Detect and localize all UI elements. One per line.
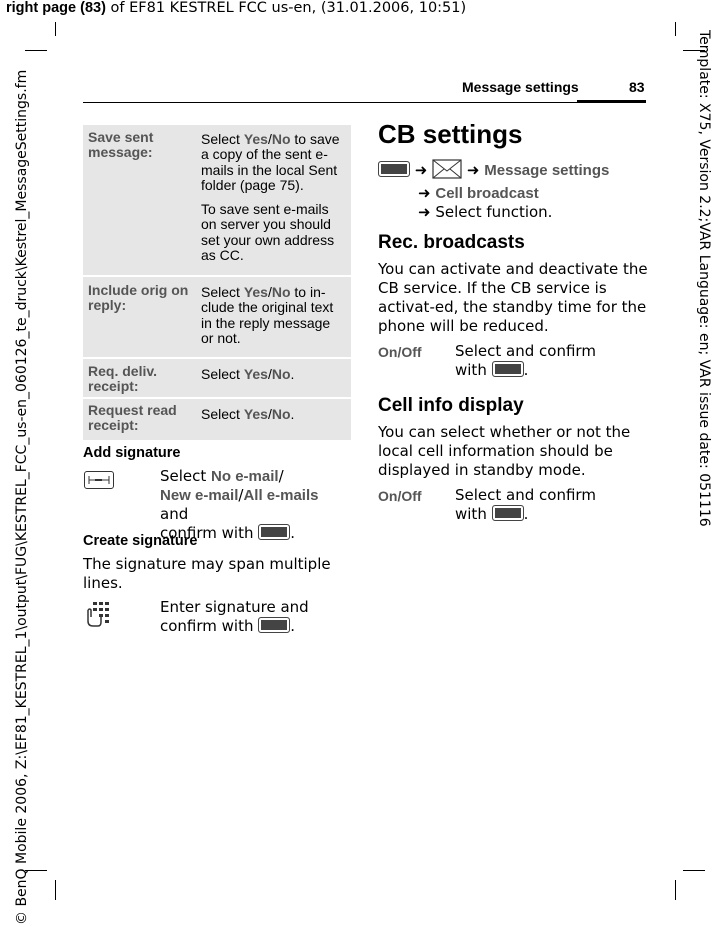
nav-key-icon <box>84 471 114 489</box>
table-row <box>83 399 351 440</box>
print-header-bold: right page (83) <box>6 0 106 16</box>
text: with <box>455 361 487 379</box>
add-signature-instruction <box>160 467 350 543</box>
print-header-rest: of EF81 KESTREL FCC us-en, (31.01.2006, 10:51) <box>105 0 467 16</box>
text: Select <box>201 284 244 300</box>
rec-instruction <box>455 342 645 380</box>
crop-mark <box>675 22 676 36</box>
rec-on-off-label <box>378 344 422 360</box>
option-no: No <box>271 366 291 382</box>
option-no: No <box>271 284 291 300</box>
text: . <box>290 366 295 382</box>
page-number-rule <box>577 100 646 102</box>
create-signature-text: The signature may span multiple lines. <box>83 555 331 592</box>
text: and <box>160 505 189 523</box>
side-copyright-text: © BenQ Mobile 2006, Z:\EF81_KESTREL_1\output\FUG\KESTREL_FCC_us-en_060126_te_druck\Kestrel_MessageSettings.fm <box>14 69 30 925</box>
table-row <box>83 277 351 357</box>
row-value <box>201 132 346 263</box>
side-template-text: Template: X75, Version 2.2;VAR Language: en; VAR issue date: 051116 <box>696 30 712 527</box>
text: confirm with <box>160 524 254 542</box>
menu-message-settings: Message settings <box>484 162 610 179</box>
row-label: Include orig on reply: <box>88 282 189 313</box>
text: Select <box>201 131 244 147</box>
option-off: Off <box>401 344 422 360</box>
cb-settings-heading: CB settings <box>378 119 523 149</box>
separator: / <box>267 366 272 382</box>
create-signature-instruction <box>160 598 350 636</box>
row-value <box>201 407 346 422</box>
crop-mark <box>55 22 56 36</box>
row-note: To save sent e-mails on server you should set your own address as CC. <box>201 201 335 264</box>
softkey-icon <box>378 161 410 177</box>
text: Select and confirm <box>455 342 596 360</box>
menu-cell-broadcast: Cell broadcast <box>435 185 539 202</box>
header-rule <box>83 102 646 103</box>
separator: / <box>238 486 244 504</box>
option-off: Off <box>401 488 422 504</box>
separator: / <box>397 344 402 360</box>
crop-mark <box>25 50 47 51</box>
table-row <box>83 359 351 397</box>
option-no: No <box>271 131 291 147</box>
text: Select <box>201 406 244 422</box>
add-signature-heading: Add signature <box>83 445 181 461</box>
row-label: Request read receipt: <box>88 402 177 433</box>
envelope-icon <box>432 159 462 184</box>
option-on: On <box>378 344 398 360</box>
text: to save a copy of the sent e-mails in the local Sent folder (page 75). <box>201 131 340 193</box>
row-value <box>201 285 346 346</box>
cb-menu-path <box>378 159 648 222</box>
option-new-email: New e-mail <box>160 487 239 504</box>
arrow-icon: ➜ <box>418 203 431 221</box>
text: . <box>523 505 529 523</box>
text: Select and confirm <box>455 486 596 504</box>
text: . <box>290 617 296 635</box>
text: with <box>455 505 487 523</box>
option-all-emails: All e-mails <box>243 487 319 504</box>
cell-info-text: You can select whether or not the local cell information should be displayed in standby mode. <box>378 423 631 479</box>
option-yes: Yes <box>243 406 268 422</box>
text: Select <box>160 467 212 485</box>
separator: / <box>278 467 284 485</box>
option-on: On <box>378 488 398 504</box>
option-yes: Yes <box>243 131 268 147</box>
softkey-icon <box>258 524 290 540</box>
page-number: 83 <box>629 79 645 95</box>
text: confirm with <box>160 617 254 635</box>
cell-instruction <box>455 486 645 524</box>
cell-on-off-label <box>378 488 422 504</box>
option-yes: Yes <box>243 284 268 300</box>
text: . <box>290 406 295 422</box>
row-label: Req. deliv. receipt: <box>88 363 157 394</box>
text: . <box>290 524 296 542</box>
rec-broadcasts-heading: Rec. broadcasts <box>378 232 525 253</box>
crop-mark <box>675 880 676 900</box>
option-no: No <box>271 406 291 422</box>
text: to in-clude the original text in the reply message or not. <box>201 284 334 346</box>
separator: / <box>267 131 272 147</box>
cell-info-heading: Cell info display <box>378 395 524 416</box>
arrow-icon: ➜ <box>466 161 480 179</box>
option-yes: Yes <box>243 366 268 382</box>
separator: / <box>267 284 272 300</box>
arrow-icon: ➜ <box>414 161 428 179</box>
softkey-icon <box>258 617 290 633</box>
keypad-icon <box>84 601 112 631</box>
separator: / <box>397 488 402 504</box>
row-label: Save sent message: <box>88 129 154 160</box>
separator: / <box>267 406 272 422</box>
print-header <box>6 0 466 16</box>
text: Enter signature and <box>160 598 309 616</box>
rec-broadcasts-text: You can activate and deactivate the CB service. If the CB service is activat-ed, the standby time for the phone will be reduced. <box>378 260 648 335</box>
softkey-icon <box>492 505 524 521</box>
text: . <box>523 361 529 379</box>
crop-mark <box>55 880 56 900</box>
page-header-title: Message settings <box>462 79 579 95</box>
text: Select <box>201 366 244 382</box>
crop-mark <box>683 870 705 871</box>
create-signature-heading: Create signature <box>83 533 198 549</box>
row-value <box>201 367 346 382</box>
option-no-email: No e-mail <box>211 468 279 485</box>
arrow-icon: ➜ <box>418 184 431 202</box>
text: Select function. <box>435 203 553 221</box>
softkey-icon <box>492 361 524 377</box>
table-row <box>83 125 351 275</box>
